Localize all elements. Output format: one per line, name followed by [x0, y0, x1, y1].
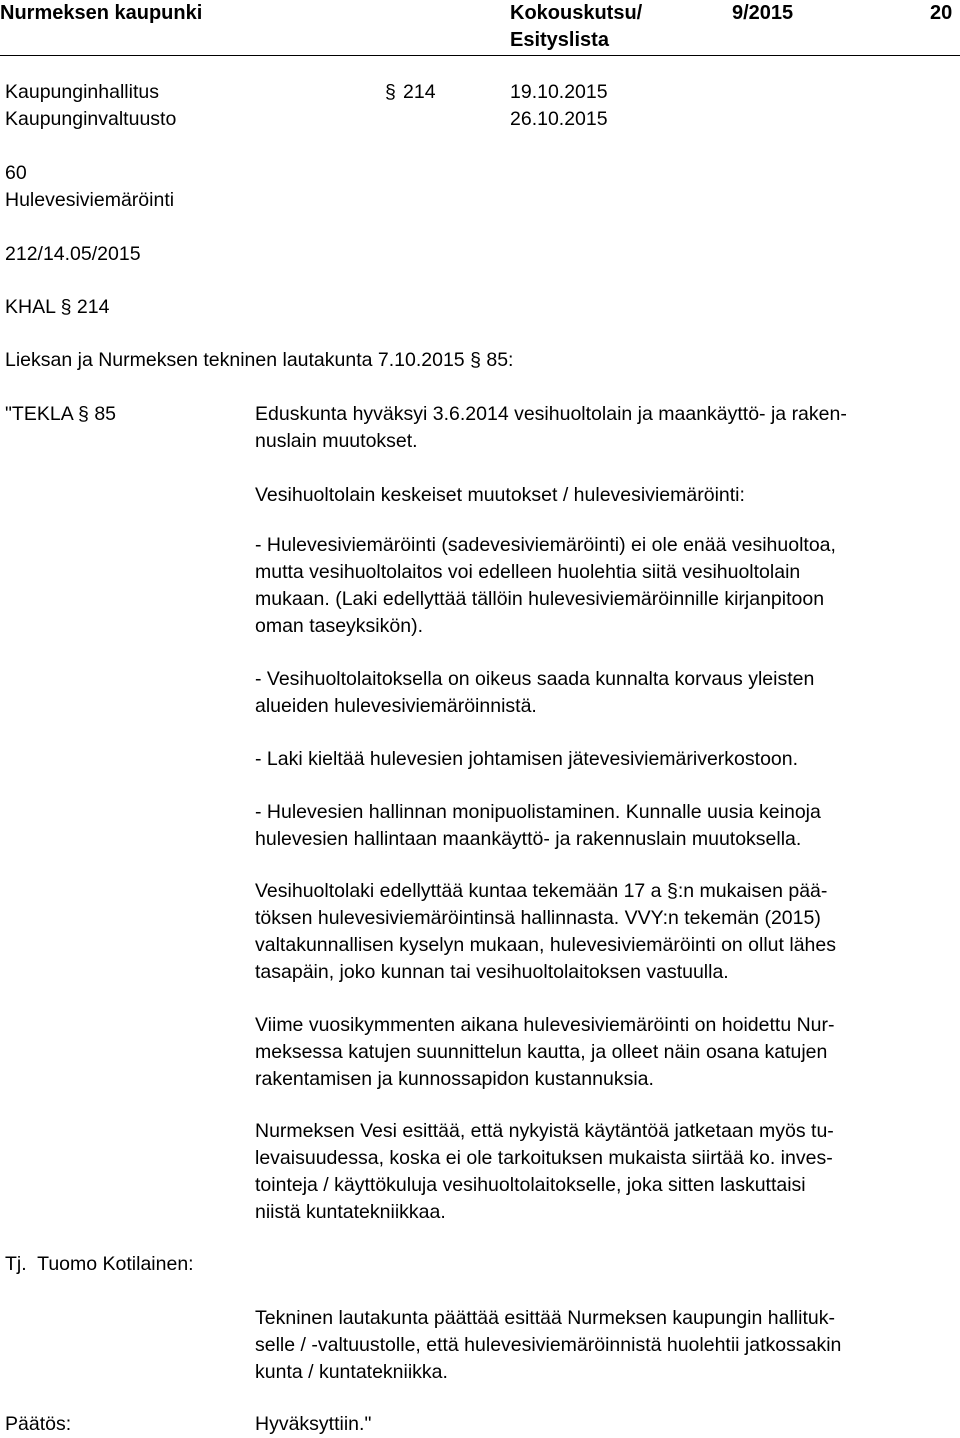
decision-label: Päätös: — [5, 1413, 72, 1435]
paragraph-5: Vesihuoltolaki edellyttää kuntaa tekemään 17 a §:n mukaisen pää- töksen hulevesiviemäröintinsä hallinnasta. VVY:n tekemän (2015) valtakunnallisen kyselyn mukaan, hulevesiviemäröinti on ollut lähes tasapäin, joko kunnan tai vesihuoltolaitoksen vastuulla. — [255, 880, 836, 983]
section-sign-icon: § — [666, 880, 678, 902]
reference-number: 212/14.05/2015 — [5, 243, 141, 265]
section-heading: Vesihuoltolain keskeiset muutokset / hulevesiviemäröinti: — [255, 484, 745, 506]
section-sign-icon: § — [470, 349, 481, 371]
header-divider — [0, 55, 960, 56]
page-number: 20 — [930, 2, 953, 24]
paragraph-1: - Hulevesiviemäröinti (sadevesiviemäröinti) ei ole enää vesihuoltoa, mutta vesihuoltolaitos voi edelleen huolehtia siitä vesihuoltolain mukaan. (Laki edellyttää tällöin hulevesiviemäröinnille kirjanpitoon oman taseyksikön). — [255, 534, 836, 637]
section-sign-icon: § — [78, 403, 89, 425]
meeting-body-2: Kaupunginvaltuusto — [5, 108, 177, 130]
tekla-section: 85 — [94, 403, 117, 425]
doc-type-line-2: Esityslista — [510, 29, 609, 51]
item-number: 60 — [5, 162, 27, 184]
meeting-section-1: 214 — [403, 81, 436, 103]
proposal-label: Tj. Tuomo Kotilainen: — [5, 1253, 194, 1275]
paragraph-7: Nurmeksen Vesi esittää, että nykyistä käytäntöä jatketaan myös tu- levaisuudessa, koska ei ole tarkoituksen mukaista siirtää ko. inves- tointeja / käyttökuluja vesihuoltolaitokselle, joka sitten laskuttaisi niistä kuntatekniikkaa. — [255, 1120, 834, 1223]
committee-section: 85: — [486, 349, 514, 371]
paragraph-6: Viime vuosikymmenten aikana hulevesiviemäröinti on hoidettu Nur- meksessa katujen suunnittelun kautta, ja olleet näin osana katujen rakentamisen ja kunnossapidon kustannuksia. — [255, 1014, 835, 1090]
paragraph-4: - Hulevesien hallinnan monipuolistaminen. Kunnalle uusia keinoja hulevesien hallintaan maankäyttö- ja rakennuslain muutoksella. — [255, 801, 821, 850]
committee-reference — [5, 347, 513, 374]
item-title: Hulevesiviemäröinti — [5, 189, 175, 211]
doc-number: 9/2015 — [732, 2, 794, 24]
meeting-body-1: Kaupunginhallitus — [5, 81, 159, 103]
tekla-label: "TEKLA — [5, 403, 73, 425]
proposal-text: Tekninen lautakunta päättää esittää Nurmeksen kaupungin hallituk- selle / -valtuustolle, että hulevesiviemäröinnistä huolehtii jatkossakin kunta / kuntatekniikka. — [255, 1307, 842, 1383]
section-sign-icon: § — [385, 81, 396, 103]
city-name: Nurmeksen kaupunki — [0, 2, 203, 24]
section-sign-icon: § — [60, 296, 72, 318]
meeting-date-2: 26.10.2015 — [510, 108, 608, 130]
decision-text: Hyväksyttiin." — [255, 1413, 372, 1435]
khal-reference — [5, 294, 109, 321]
committee-name-date: Lieksan ja Nurmeksen tekninen lautakunta 7.10.2015 — [5, 349, 465, 371]
khal-section: 214 — [76, 296, 110, 318]
meeting-date-1: 19.10.2015 — [510, 81, 608, 103]
khal-label: KHAL — [5, 296, 56, 318]
tekla-reference — [5, 401, 116, 428]
intro-paragraph: Eduskunta hyväksyi 3.6.2014 vesihuoltolain ja maankäyttö- ja raken- nuslain muutokset. — [255, 403, 847, 452]
paragraph-2: - Vesihuoltolaitoksella on oikeus saada kunnalta korvaus yleisten alueiden hulevesiviemäröinnistä. — [255, 668, 815, 717]
paragraph-3: - Laki kieltää hulevesien johtamisen jätevesiviemäriverkostoon. — [255, 748, 799, 770]
doc-type-line-1: Kokouskutsu/ — [510, 2, 643, 24]
